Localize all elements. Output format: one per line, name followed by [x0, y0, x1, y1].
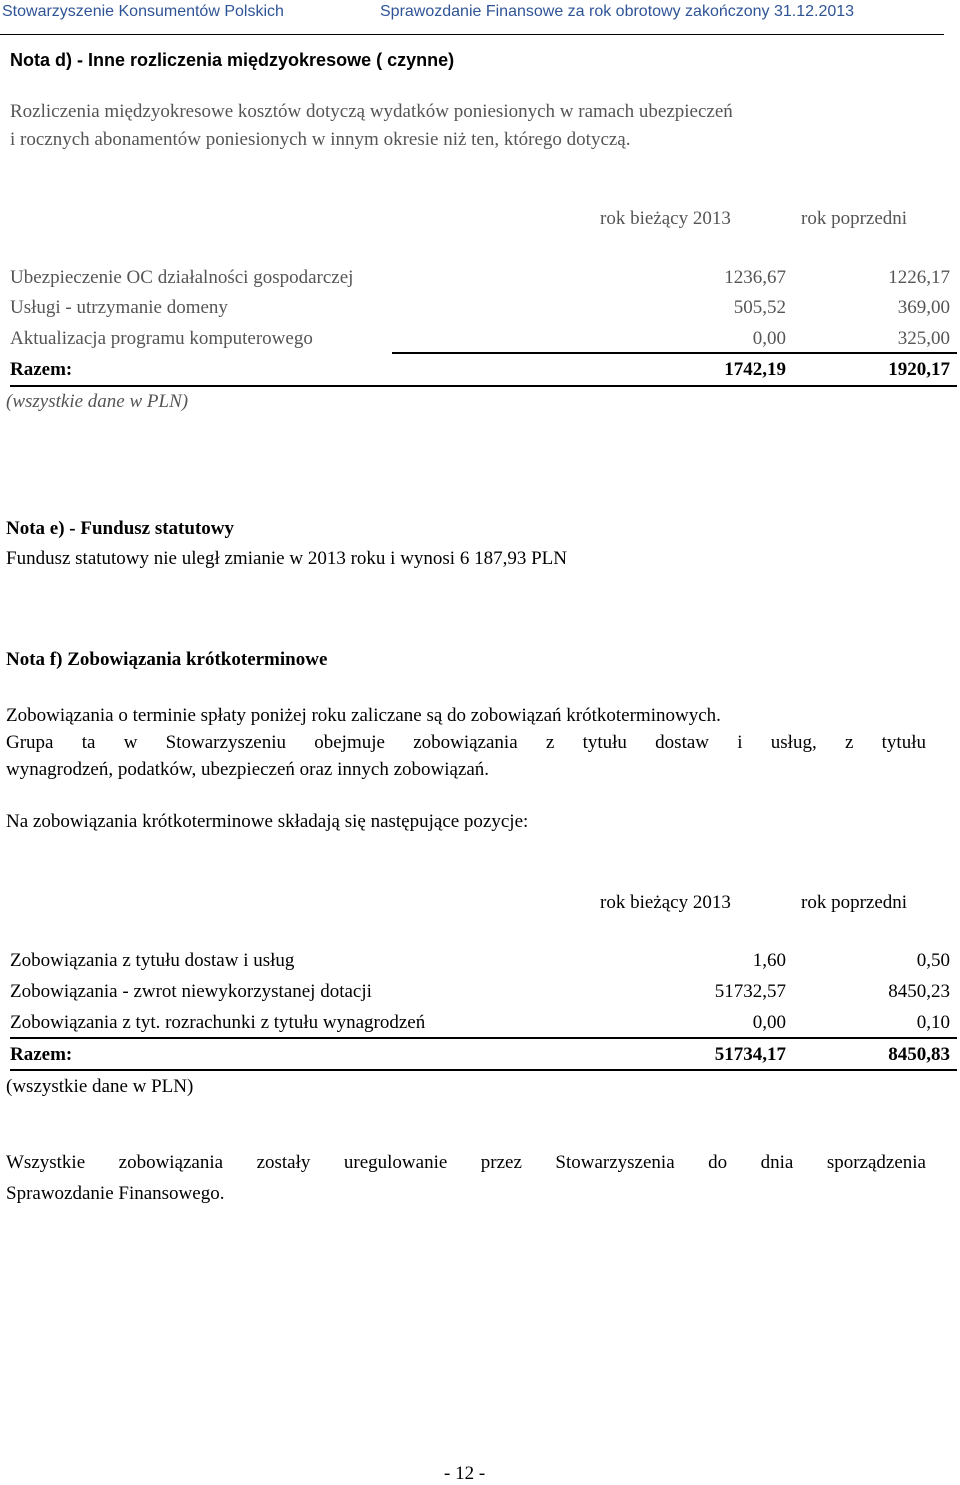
- note-d-line-2: i rocznych abonamentów poniesionych w innym okresie niż ten, którego dotyczą.: [10, 129, 631, 150]
- note-d-total-row: [10, 359, 952, 387]
- row-previous: 1226,17: [888, 267, 950, 288]
- note-d-line-1: Rozliczenia międzyokresowe kosztów dotyczą wydatków poniesionych w ramach ubezpieczeń: [10, 101, 733, 122]
- note-f-col-previous: rok poprzedni: [801, 892, 908, 913]
- note-d-row: [10, 297, 952, 325]
- header-report-title: Sprawozdanie Finansowe za rok obrotowy zakończony 31.12.2013: [380, 3, 855, 20]
- note-f-currency-note: (wszystkie dane w PLN): [6, 1076, 194, 1097]
- row-previous: 8450,23: [888, 981, 950, 1002]
- total-label: Razem:: [10, 359, 73, 380]
- row-current: 505,52: [733, 297, 786, 318]
- note-e-title: Nota e) - Fundusz statutowy: [6, 518, 234, 539]
- note-f-total-row: [10, 1044, 952, 1072]
- note-f-line-1: Zobowiązania o terminie spłaty poniżej roku zaliczane są do zobowiązań krótkoterminowych.: [6, 705, 721, 726]
- note-d-total-rule: [10, 385, 957, 387]
- total-previous: 8450,83: [888, 1044, 950, 1065]
- row-label: Usługi - utrzymanie domeny: [10, 297, 228, 318]
- note-f-closing-line-1: Wszystkie zobowiązania zostały uregulowanie przez Stowarzyszenia do dnia sporządzenia: [6, 1152, 926, 1173]
- note-f-sum-rule: [10, 1037, 957, 1039]
- total-current: 1742,19: [724, 359, 786, 380]
- row-previous: 325,00: [897, 328, 950, 349]
- note-f-intro: Na zobowiązania krótkoterminowe składają się następujące pozycje:: [6, 811, 529, 832]
- row-current: 1236,67: [724, 267, 786, 288]
- row-label: Aktualizacja programu komputerowego: [10, 328, 313, 349]
- note-e-text: Fundusz statutowy nie uległ zmianie w 2013 roku i wynosi 6 187,93 PLN: [6, 548, 567, 569]
- row-label: Zobowiązania z tytułu dostaw i usług: [10, 950, 295, 971]
- row-current: 1,60: [752, 950, 786, 971]
- row-previous: 0,50: [916, 950, 950, 971]
- row-current: 0,00: [752, 328, 786, 349]
- note-f-line-2: Grupa ta w Stowarzyszeniu obejmuje zobowiązania z tytułu dostaw i usług, z tytułu: [6, 732, 926, 753]
- note-f-closing-line-2: Sprawozdanie Finansowego.: [6, 1183, 225, 1204]
- row-label: Zobowiązania z tyt. rozrachunki z tytułu wynagrodzeń: [10, 1012, 426, 1033]
- note-d-col-previous: rok poprzedni: [801, 208, 908, 229]
- row-label: Zobowiązania - zwrot niewykorzystanej dotacji: [10, 981, 372, 1002]
- note-f-title: Nota f) Zobowiązania krótkoterminowe: [6, 649, 328, 670]
- page-number: - 12 -: [444, 1463, 486, 1484]
- note-f-col-current: rok bieżący 2013: [600, 892, 731, 913]
- note-d-col-current: rok bieżący 2013: [600, 208, 731, 229]
- note-f-row: [10, 950, 952, 978]
- total-previous: 1920,17: [888, 359, 950, 380]
- note-d-sum-rule: [392, 352, 957, 354]
- total-current: 51734,17: [714, 1044, 786, 1065]
- row-previous: 0,10: [916, 1012, 950, 1033]
- row-current: 51732,57: [714, 981, 786, 1002]
- note-f-line-3: wynagrodzeń, podatków, ubezpieczeń oraz innych zobowiązań.: [6, 759, 490, 780]
- row-current: 0,00: [752, 1012, 786, 1033]
- row-previous: 369,00: [897, 297, 950, 318]
- note-f-total-rule: [10, 1069, 957, 1071]
- header-org: Stowarzyszenie Konsumentów Polskich: [2, 3, 284, 20]
- total-label: Razem:: [10, 1044, 73, 1065]
- note-d-title: Nota d) - Inne rozliczenia międzyokresowe ( czynne): [10, 50, 455, 70]
- header-divider: [0, 34, 944, 35]
- note-d-row: [10, 267, 952, 295]
- note-f-row: [10, 1012, 952, 1040]
- row-label: Ubezpieczenie OC działalności gospodarczej: [10, 267, 354, 288]
- note-d-currency-note: (wszystkie dane w PLN): [6, 391, 189, 412]
- note-f-row: [10, 981, 952, 1009]
